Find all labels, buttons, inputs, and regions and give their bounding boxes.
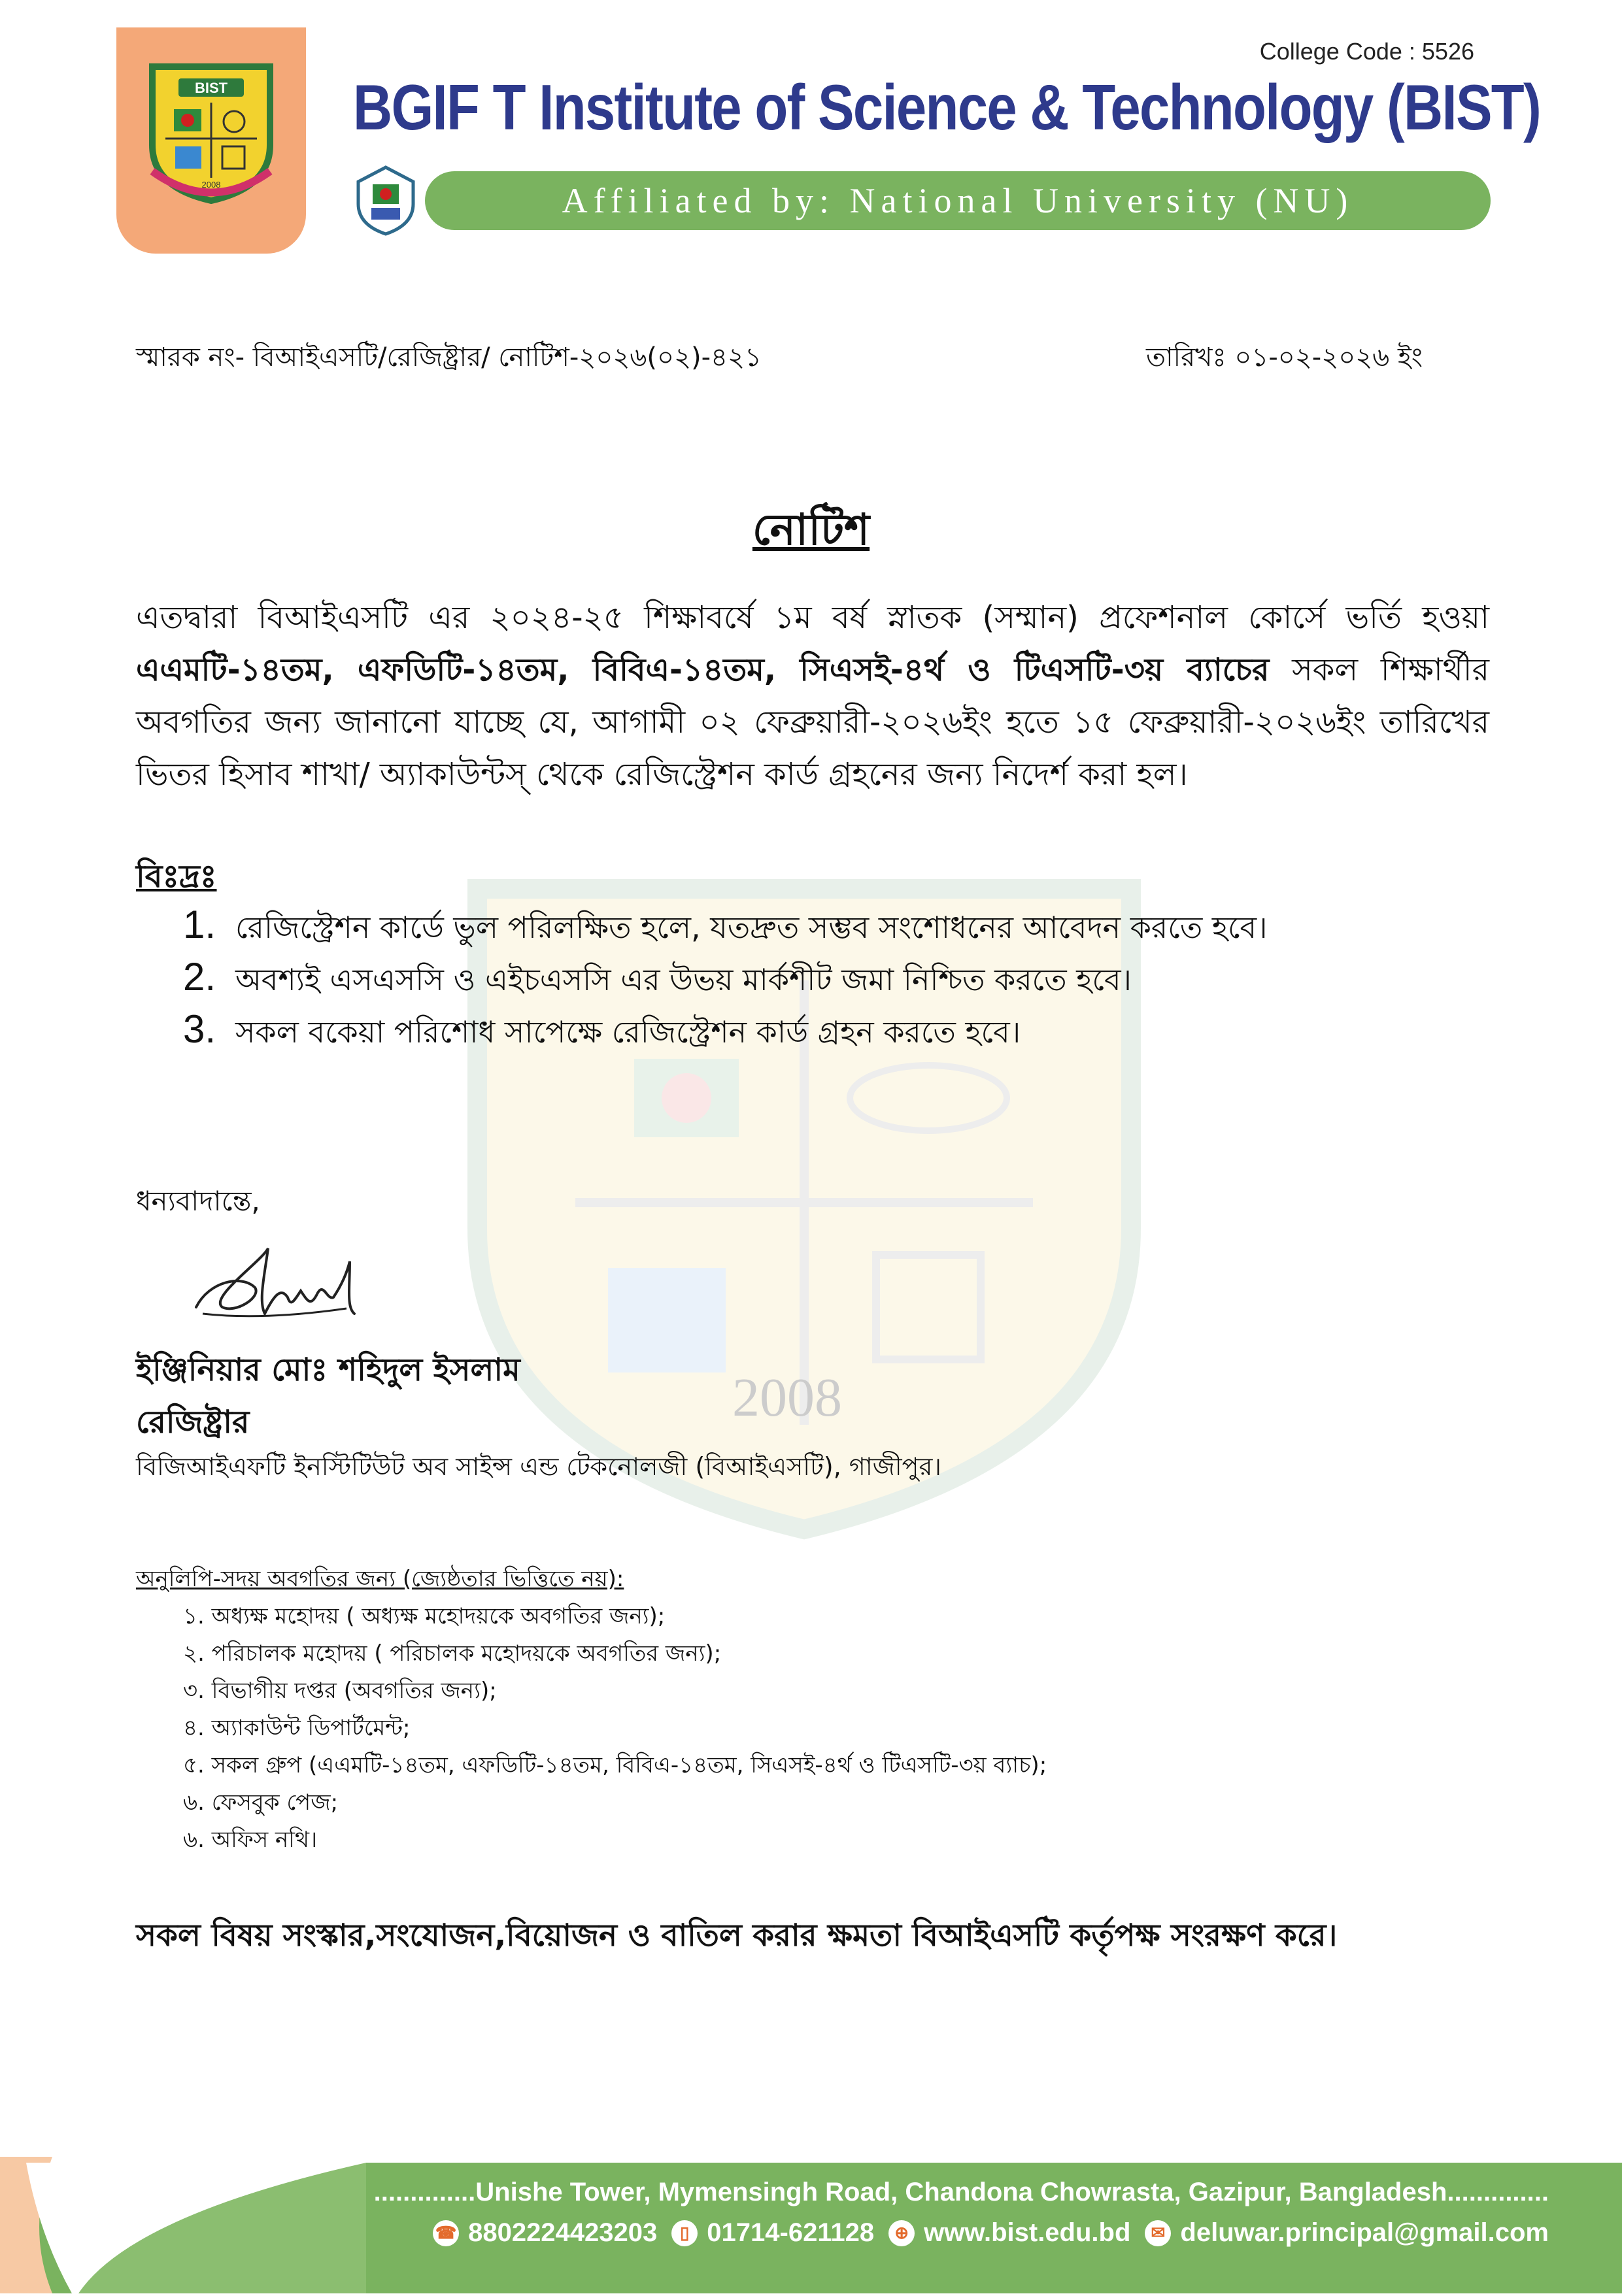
footer-mobile[interactable]: 01714-621128 (707, 2218, 875, 2247)
copy-list (183, 1598, 1047, 1859)
footer-email[interactable]: deluwar.principal@gmail.com (1180, 2218, 1549, 2247)
footer-address: ..............Unishe Tower, Mymensingh Road, Chandona Chowrasta, Gazipur, Bangladesh.............. (373, 2178, 1549, 2206)
note-item (183, 902, 1491, 954)
footer-phone[interactable]: 8802224423203 (468, 2218, 658, 2247)
note-number: 1. (183, 903, 216, 946)
note-number: 2. (183, 955, 216, 999)
closing-thanks: ধন্যবাদান্তে, (136, 1185, 260, 1217)
email-icon: ✉ (1145, 2220, 1171, 2246)
institute-name: BGIF T Institute of Science & Technology (BIST) (353, 71, 1541, 143)
copy-list-item: ৩. বিভাগীয় দপ্তর (অবগতির জন্য); (183, 1678, 497, 1704)
notice-body (136, 591, 1489, 801)
institute-logo (116, 27, 306, 254)
footer-contacts (428, 2218, 1549, 2248)
affiliation-bar (425, 171, 1491, 230)
notice-body-start: এতদ্বারা বিআইএসটি এর ২০২৪-২৫ শিক্ষাবর্ষে ১ম বর্ষ স্নাতক (সম্মান) প্রফেশনাল কোর্সে ভর্তি হওয়া (136, 599, 1489, 636)
note-text: রেজিস্ট্রেশন কার্ডে ভুল পরিলক্ষিত হলে, যতদ্রুত সম্ভব সংশোধনের আবেদন করতে হবে। (235, 910, 1268, 945)
copy-list-item: ৬. অফিস নথি। (183, 1827, 318, 1853)
signatory-name: ইঞ্জিনিয়ার মোঃ শহিদুল ইসলাম (136, 1352, 520, 1388)
signatory-designation: রেজিষ্ট্রার (136, 1404, 250, 1440)
copy-list-item: ২. পরিচালক মহোদয় ( পরিচালক মহোদয়কে অবগতির জন্য); (183, 1640, 722, 1667)
affiliation-text: Affiliated by: National University (NU) (562, 181, 1354, 220)
footer-website[interactable]: www.bist.edu.bd (924, 2218, 1131, 2247)
college-code: College Code : 5526 (1259, 38, 1474, 65)
nu-logo-icon (353, 165, 418, 239)
note-text: সকল বকেয়া পরিশোধ সাপেক্ষে রেজিস্ট্রেশন কার্ড গ্রহন করতে হবে। (235, 1014, 1021, 1050)
phone-icon: ☎ (433, 2220, 459, 2246)
notice-title: নোটিশ (752, 505, 870, 555)
notice-body-batches: এএমটি-১৪তম, এফডিটি-১৪তম, বিবিএ-১৪তম, সিএসই-৪র্থ ও টিএসটি-৩য় ব্যাচের (136, 652, 1270, 688)
notes-list (183, 902, 1491, 1059)
copy-list-item: ৪. অ্যাকাউন্ট ডিপার্টমেন্ট; (183, 1715, 411, 1741)
copy-list-item: ৫. সকল গ্রুপ (এএমটি-১৪তম, এফডিটি-১৪তম, বিবিএ-১৪তম, সিএসই-৪র্থ ও টিএসটি-৩য় ব্যাচ); (183, 1752, 1047, 1778)
notice-date: তারিখঃ ০১-০২-২০২৬ ইং (1146, 342, 1423, 373)
signatory-institute: বিজিআইএফটি ইনস্টিটিউট অব সাইন্স এন্ড টেকনোলজী (বিআইএসটি), গাজীপুর। (136, 1452, 941, 1481)
footer-decoration (0, 2157, 366, 2296)
copy-list-item: ৬. ফেসবুক পেজ; (183, 1789, 339, 1816)
note-number: 3. (183, 1007, 216, 1051)
logo-text: BIST (194, 80, 228, 96)
notice-body-end: সকল শিক্ষার্থীর অবগতির জন্য জানানো যাচ্ছে যে, আগামী ০২ ফেব্রুয়ারী-২০২৬ইং হতে ১৫ ফেব্রুয়ারী-২০২৬ইং তারিখের ভিতর হিসাব শাখা/ অ্যাকাউন্টস্‌ থেকে রেজিস্ট্রেশন কার্ড গ্রহনের জন্য নিদের্শ করা হল। (136, 652, 1489, 793)
authority-disclaimer: সকল বিষয় সংস্কার,সংযোজন,বিয়োজন ও বাতিল করার ক্ষমতা বিআইএসটি কর্তৃপক্ষ সংরক্ষণ করে। (136, 1918, 1338, 1954)
copy-list-title: অনুলিপি-সদয় অবগতির জন্য (জ্যেষ্ঠতার ভিত্তিতে নয়): (136, 1566, 624, 1592)
signature-image (183, 1235, 392, 1336)
watermark-year: 2008 (732, 1367, 842, 1428)
memo-reference: স্মারক নং- বিআইএসটি/রেজিষ্ট্রার/ নোটিশ-২০২৬(০২)-৪২১ (136, 342, 762, 373)
logo-year: 2008 (201, 180, 221, 190)
notes-title: বিঃদ্রঃ (136, 858, 217, 895)
note-item (183, 954, 1491, 1007)
globe-icon: ⊕ (888, 2220, 915, 2246)
copy-list-item: ১. অধ্যক্ষ মহোদয় ( অধ্যক্ষ মহোদয়কে অবগতির জন্য); (183, 1603, 666, 1629)
note-item (183, 1007, 1491, 1059)
mobile-icon: ▯ (671, 2220, 698, 2246)
note-text: অবশ্যই এসএসসি ও এইচএসসি এর উভয় মার্কশীট জমা নিশ্চিত করতে হবে। (235, 962, 1132, 997)
